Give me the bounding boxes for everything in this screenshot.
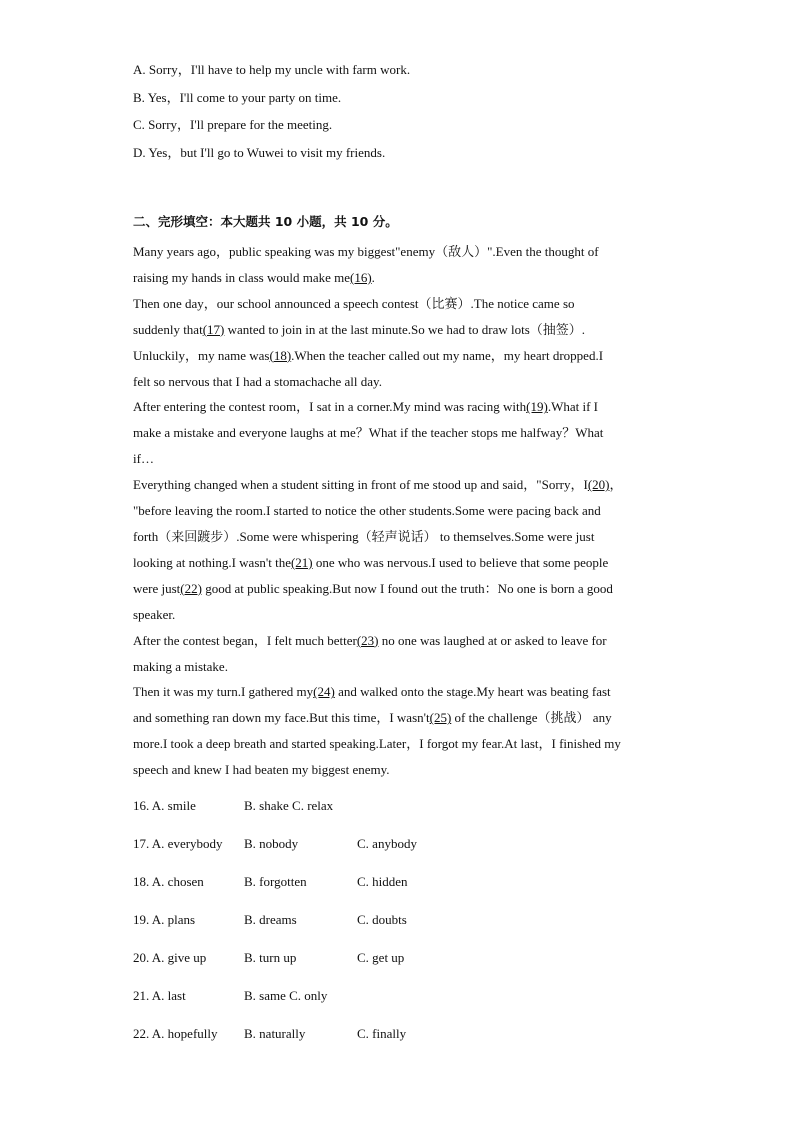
blank-number: (24) xyxy=(313,684,335,700)
blank-number: (16) xyxy=(350,269,372,285)
passage-text: felt so nervous that I had a stomachache all day. xyxy=(133,373,382,389)
option-line: D. Yes，but I'll go to Wuwei to visit my friends. xyxy=(133,144,386,160)
passage-text: one who was nervous.I used to believe that some people xyxy=(312,554,609,570)
answer-row xyxy=(133,983,673,1021)
passage-line xyxy=(133,369,673,395)
passage-line xyxy=(133,472,673,498)
passage-text: if… xyxy=(133,451,154,467)
answer-choices xyxy=(133,793,673,1059)
passage-line xyxy=(133,576,673,602)
passage-line xyxy=(133,291,673,317)
answer-row xyxy=(133,831,673,869)
passage-text: .When the teacher called out my name，my heart dropped.I xyxy=(291,347,604,363)
option-c: C. hidden xyxy=(357,874,408,890)
passage-text: speaker. xyxy=(133,606,176,622)
passage-line xyxy=(133,705,673,731)
passage-text: no one was laughed at or asked to leave for xyxy=(378,632,607,648)
option-b: B. naturally xyxy=(244,1026,306,1042)
answer-row xyxy=(133,1021,673,1059)
option-c: C. finally xyxy=(357,1026,407,1042)
option-a: 19. A. plans xyxy=(133,912,196,928)
passage-line xyxy=(133,602,673,628)
passage-line xyxy=(133,654,673,680)
option-a: 20. A. give up xyxy=(133,950,207,966)
passage-text: were just xyxy=(133,580,181,596)
passage-line xyxy=(133,628,673,654)
previous-question-options xyxy=(133,58,673,168)
option-line: B. Yes，I'll come to your party on time. xyxy=(133,89,342,105)
passage-line xyxy=(133,265,673,291)
option-b: B. same C. only xyxy=(244,988,328,1004)
passage-text: wanted to join in at the last minute.So we had to draw lots（抽签）. xyxy=(224,321,586,337)
passage-line xyxy=(133,317,673,343)
passage-line xyxy=(133,239,673,265)
option-a: 17. A. everybody xyxy=(133,836,223,852)
passage-text: ， xyxy=(609,477,623,493)
passage-text: forth（来回踱步）.Some were whispering（轻声说话） to themselves.Some were just xyxy=(133,528,595,544)
option-a: 22. A. hopefully xyxy=(133,1026,218,1042)
blank-number: (20) xyxy=(587,477,610,493)
passage-text: of the challenge（挑战） any xyxy=(451,710,612,726)
blank-number: (18) xyxy=(269,347,292,363)
passage-line xyxy=(133,343,673,369)
blank-number: (25) xyxy=(429,710,452,726)
passage-text: more.I took a deep breath and started speaking.Later，I forgot my fear.At last，I finished my xyxy=(133,736,621,752)
passage-line xyxy=(133,446,673,472)
passage-text: Many years ago，public speaking was my biggest"enemy（敌人）".Even the thought of xyxy=(133,244,599,259)
passage-text: Everything changed when a student sitting in front of me stood up and said，"Sorry，I xyxy=(133,477,588,493)
passage-text: After entering the contest room，I sat in a corner.My mind was racing with xyxy=(133,399,527,415)
option-a: 18. A. chosen xyxy=(133,874,204,890)
passage-text: make a mistake and everyone laughs at me？What if the teacher stops me halfway？What xyxy=(133,425,604,441)
answer-row xyxy=(133,907,673,945)
passage-text: Then it was my turn.I gathered my xyxy=(133,684,314,700)
passage-line xyxy=(133,524,673,550)
passage-line xyxy=(133,731,673,757)
passage-text: After the contest began，I felt much better xyxy=(133,632,357,648)
blank-number: (19) xyxy=(526,399,548,415)
passage-line xyxy=(133,679,673,705)
blank-number: (22) xyxy=(180,580,202,596)
cloze-passage xyxy=(133,239,673,783)
passage-line xyxy=(133,420,673,446)
option-b: B. dreams xyxy=(244,912,297,928)
answer-row xyxy=(133,869,673,907)
passage-text: and something ran down my face.But this time，I wasn't xyxy=(133,710,430,726)
passage-text: good at public speaking.But now I found out the truth：No one is born a good xyxy=(201,580,613,596)
passage-line xyxy=(133,394,673,420)
blank-number: (21) xyxy=(290,554,313,570)
passage-text: suddenly that xyxy=(133,321,203,337)
passage-text: and walked onto the stage.My heart was beating fast xyxy=(334,684,611,700)
section-title: 二、完形填空：本大题共 10 小题，共 10 分。 xyxy=(133,214,398,229)
passage-text: . xyxy=(371,269,375,285)
passage-text: "before leaving the room.I started to notice the other students.Some were pacing back and xyxy=(133,503,601,519)
passage-text: looking at nothing.I wasn't the xyxy=(133,554,291,570)
passage-line xyxy=(133,550,673,576)
passage-line xyxy=(133,757,673,783)
option-b: B. turn up xyxy=(244,950,297,966)
blank-number: (23) xyxy=(356,632,379,648)
document-page xyxy=(133,58,673,1059)
option-b: B. shake C. relax xyxy=(244,798,334,814)
option-b: B. nobody xyxy=(244,836,299,852)
passage-text: Then one day，our school announced a speech contest（比赛）.The notice came so xyxy=(133,295,575,311)
passage-text: Unluckily，my name was xyxy=(133,347,270,363)
option-c: C. anybody xyxy=(357,836,417,852)
passage-text: raising my hands in class would make me xyxy=(133,269,350,285)
option-a: 21. A. last xyxy=(133,988,186,1004)
passage-text: .What if I xyxy=(547,399,598,415)
option-c: C. get up xyxy=(357,950,405,966)
passage-text: speech and knew I had beaten my biggest enemy. xyxy=(133,762,390,778)
option-line: C. Sorry，I'll prepare for the meeting. xyxy=(133,117,333,132)
option-a: 16. A. smile xyxy=(133,798,196,814)
option-b: B. forgotten xyxy=(244,874,307,890)
option-line: A. Sorry，I'll have to help my uncle with farm work. xyxy=(133,62,411,77)
option-c: C. doubts xyxy=(357,912,407,928)
answer-row xyxy=(133,793,673,831)
passage-text: making a mistake. xyxy=(133,658,228,674)
blank-number: (17) xyxy=(202,321,225,337)
passage-line xyxy=(133,498,673,524)
answer-row xyxy=(133,945,673,983)
